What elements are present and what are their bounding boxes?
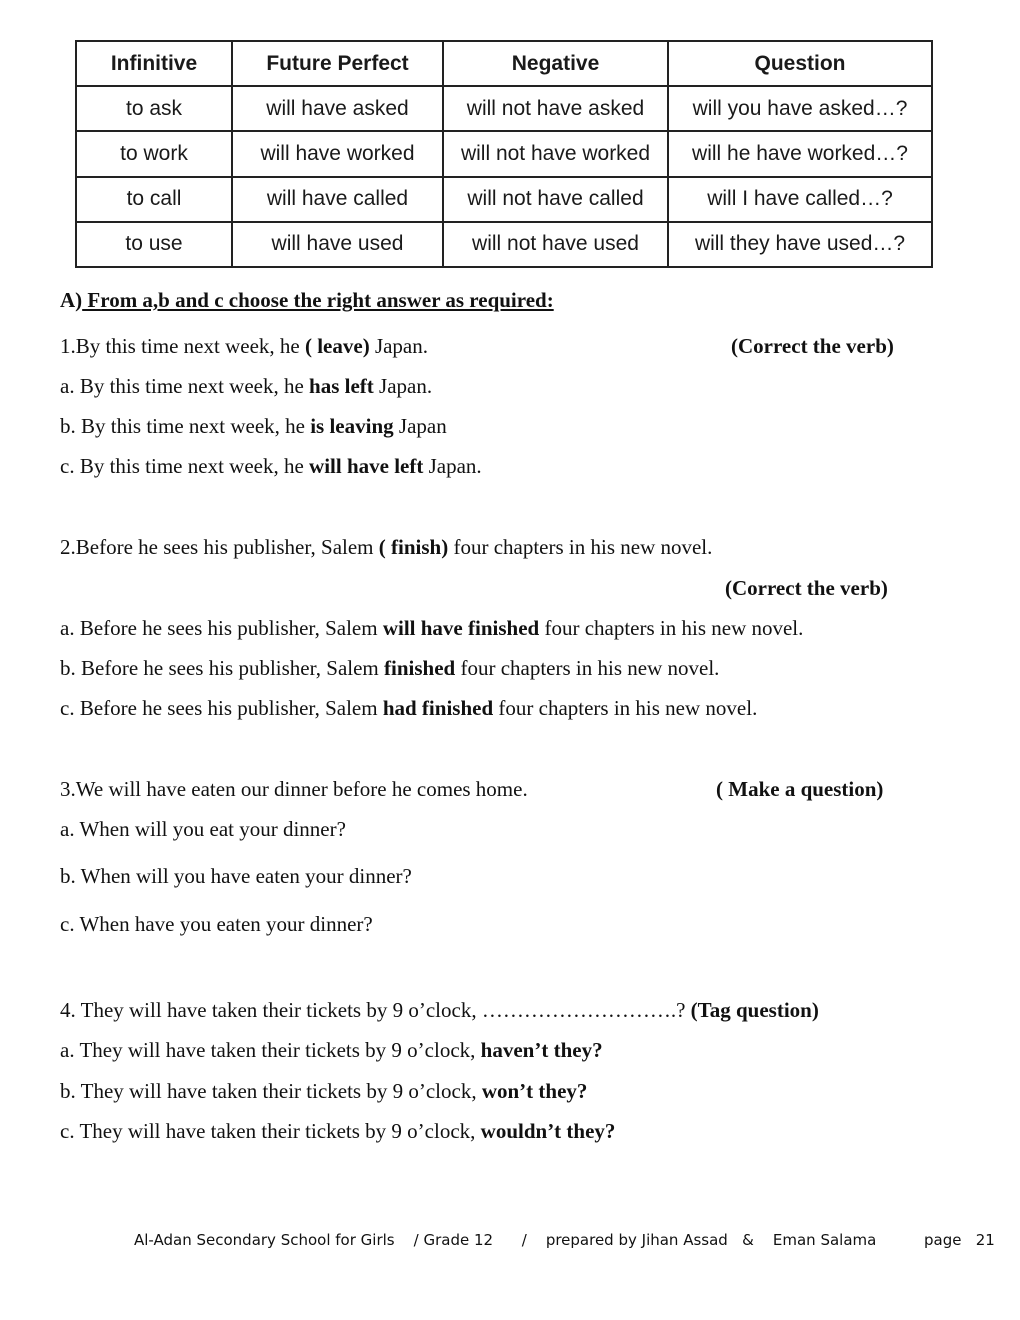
question-1-option-b [60, 414, 447, 438]
section-title: From a,b and c choose the right answer as required: [82, 288, 554, 312]
question-4-instruction: (Tag question) [690, 998, 819, 1022]
table-cell: to ask [76, 86, 232, 131]
stem-text: 2.Before he sees his publisher, Salem [60, 535, 379, 559]
option-text: Japan [393, 414, 447, 438]
table-header: Negative [443, 41, 668, 86]
table-header-row [76, 41, 932, 86]
question-2-option-b [60, 656, 719, 680]
question-2-option-a [60, 616, 803, 640]
table-cell: will they have used…? [668, 222, 932, 267]
question-3-option-a: a. When will you eat your dinner? [60, 817, 346, 841]
section-heading [60, 288, 554, 312]
table-cell: will not have worked [443, 131, 668, 176]
table-header: Infinitive [76, 41, 232, 86]
option-answer: wouldn’t they? [480, 1119, 616, 1143]
table-cell: to call [76, 177, 232, 222]
option-text: four chapters in his new novel. [493, 696, 758, 720]
option-answer: won’t they? [481, 1079, 588, 1103]
option-text: a. By this time next week, he [60, 374, 310, 398]
option-text: c. By this time next week, he [60, 454, 310, 478]
option-text: c. Before he sees his publisher, Salem [60, 696, 383, 720]
option-answer: will have finished [382, 616, 540, 640]
table-cell: will not have used [443, 222, 668, 267]
table-cell: will have worked [232, 131, 443, 176]
option-text: Japan. [373, 374, 433, 398]
stem-verb: ( leave) [304, 334, 370, 358]
question-4-option-c [60, 1119, 615, 1143]
verb-conjugation-table [75, 40, 933, 268]
question-3-stem: 3.We will have eaten our dinner before he comes home. [60, 777, 528, 801]
question-4-option-b [60, 1079, 587, 1103]
question-4-option-a [60, 1038, 603, 1062]
question-1-stem [60, 334, 428, 358]
option-text: a. They will have taken their tickets by 9 o’clock, [60, 1038, 481, 1062]
question-4-stem [60, 998, 819, 1022]
stem-text: Japan. [369, 334, 429, 358]
stem-text: 4. They will have taken their tickets by 9 o’clock, ……………………….? [60, 998, 691, 1022]
table-cell: to use [76, 222, 232, 267]
table-cell: will have called [232, 177, 443, 222]
table-row [76, 222, 932, 267]
option-text: a. Before he sees his publisher, Salem [60, 616, 383, 640]
option-text: c. They will have taken their tickets by 9 o’clock, [60, 1119, 481, 1143]
question-2-stem [60, 535, 712, 559]
question-1-option-c [60, 454, 482, 478]
table-cell: will he have worked…? [668, 131, 932, 176]
stem-text: 1.By this time next week, he [60, 334, 305, 358]
table-header: Future Perfect [232, 41, 443, 86]
table-row [76, 177, 932, 222]
table-cell: will not have called [443, 177, 668, 222]
question-3-option-b: b. When will you have eaten your dinner? [60, 864, 412, 888]
option-text: four chapters in his new novel. [539, 616, 804, 640]
question-2-instruction: (Correct the verb) [725, 576, 888, 600]
table-cell: will have asked [232, 86, 443, 131]
question-3-instruction: ( Make a question) [716, 777, 884, 801]
section-letter: A) [60, 288, 83, 312]
table-row [76, 131, 932, 176]
option-text: b. Before he sees his publisher, Salem [60, 656, 385, 680]
option-answer: haven’t they? [480, 1038, 603, 1062]
table-cell: will have used [232, 222, 443, 267]
table-cell: will I have called…? [668, 177, 932, 222]
table-cell: to work [76, 131, 232, 176]
option-answer: is leaving [310, 414, 394, 438]
option-text: b. By this time next week, he [60, 414, 311, 438]
question-1-option-a [60, 374, 432, 398]
stem-text: four chapters in his new novel. [448, 535, 713, 559]
table-header: Question [668, 41, 932, 86]
option-text: four chapters in his new novel. [455, 656, 720, 680]
question-2-option-c [60, 696, 757, 720]
table-cell: will not have asked [443, 86, 668, 131]
option-answer: has left [309, 374, 374, 398]
table-row [76, 86, 932, 131]
option-text: b. They will have taken their tickets by 9 o’clock, [60, 1079, 482, 1103]
option-answer: will have left [309, 454, 424, 478]
question-3-option-c: c. When have you eaten your dinner? [60, 912, 373, 936]
stem-verb: ( finish) [378, 535, 449, 559]
page-footer: Al-Adan Secondary School for Girls / Grade 12 / prepared by Jihan Assad & Eman Salama page 21 [134, 1231, 995, 1249]
option-answer: finished [384, 656, 456, 680]
option-text: Japan. [423, 454, 482, 478]
table-cell: will you have asked…? [668, 86, 932, 131]
option-answer: had finished [382, 696, 494, 720]
question-1-instruction: (Correct the verb) [731, 334, 894, 358]
